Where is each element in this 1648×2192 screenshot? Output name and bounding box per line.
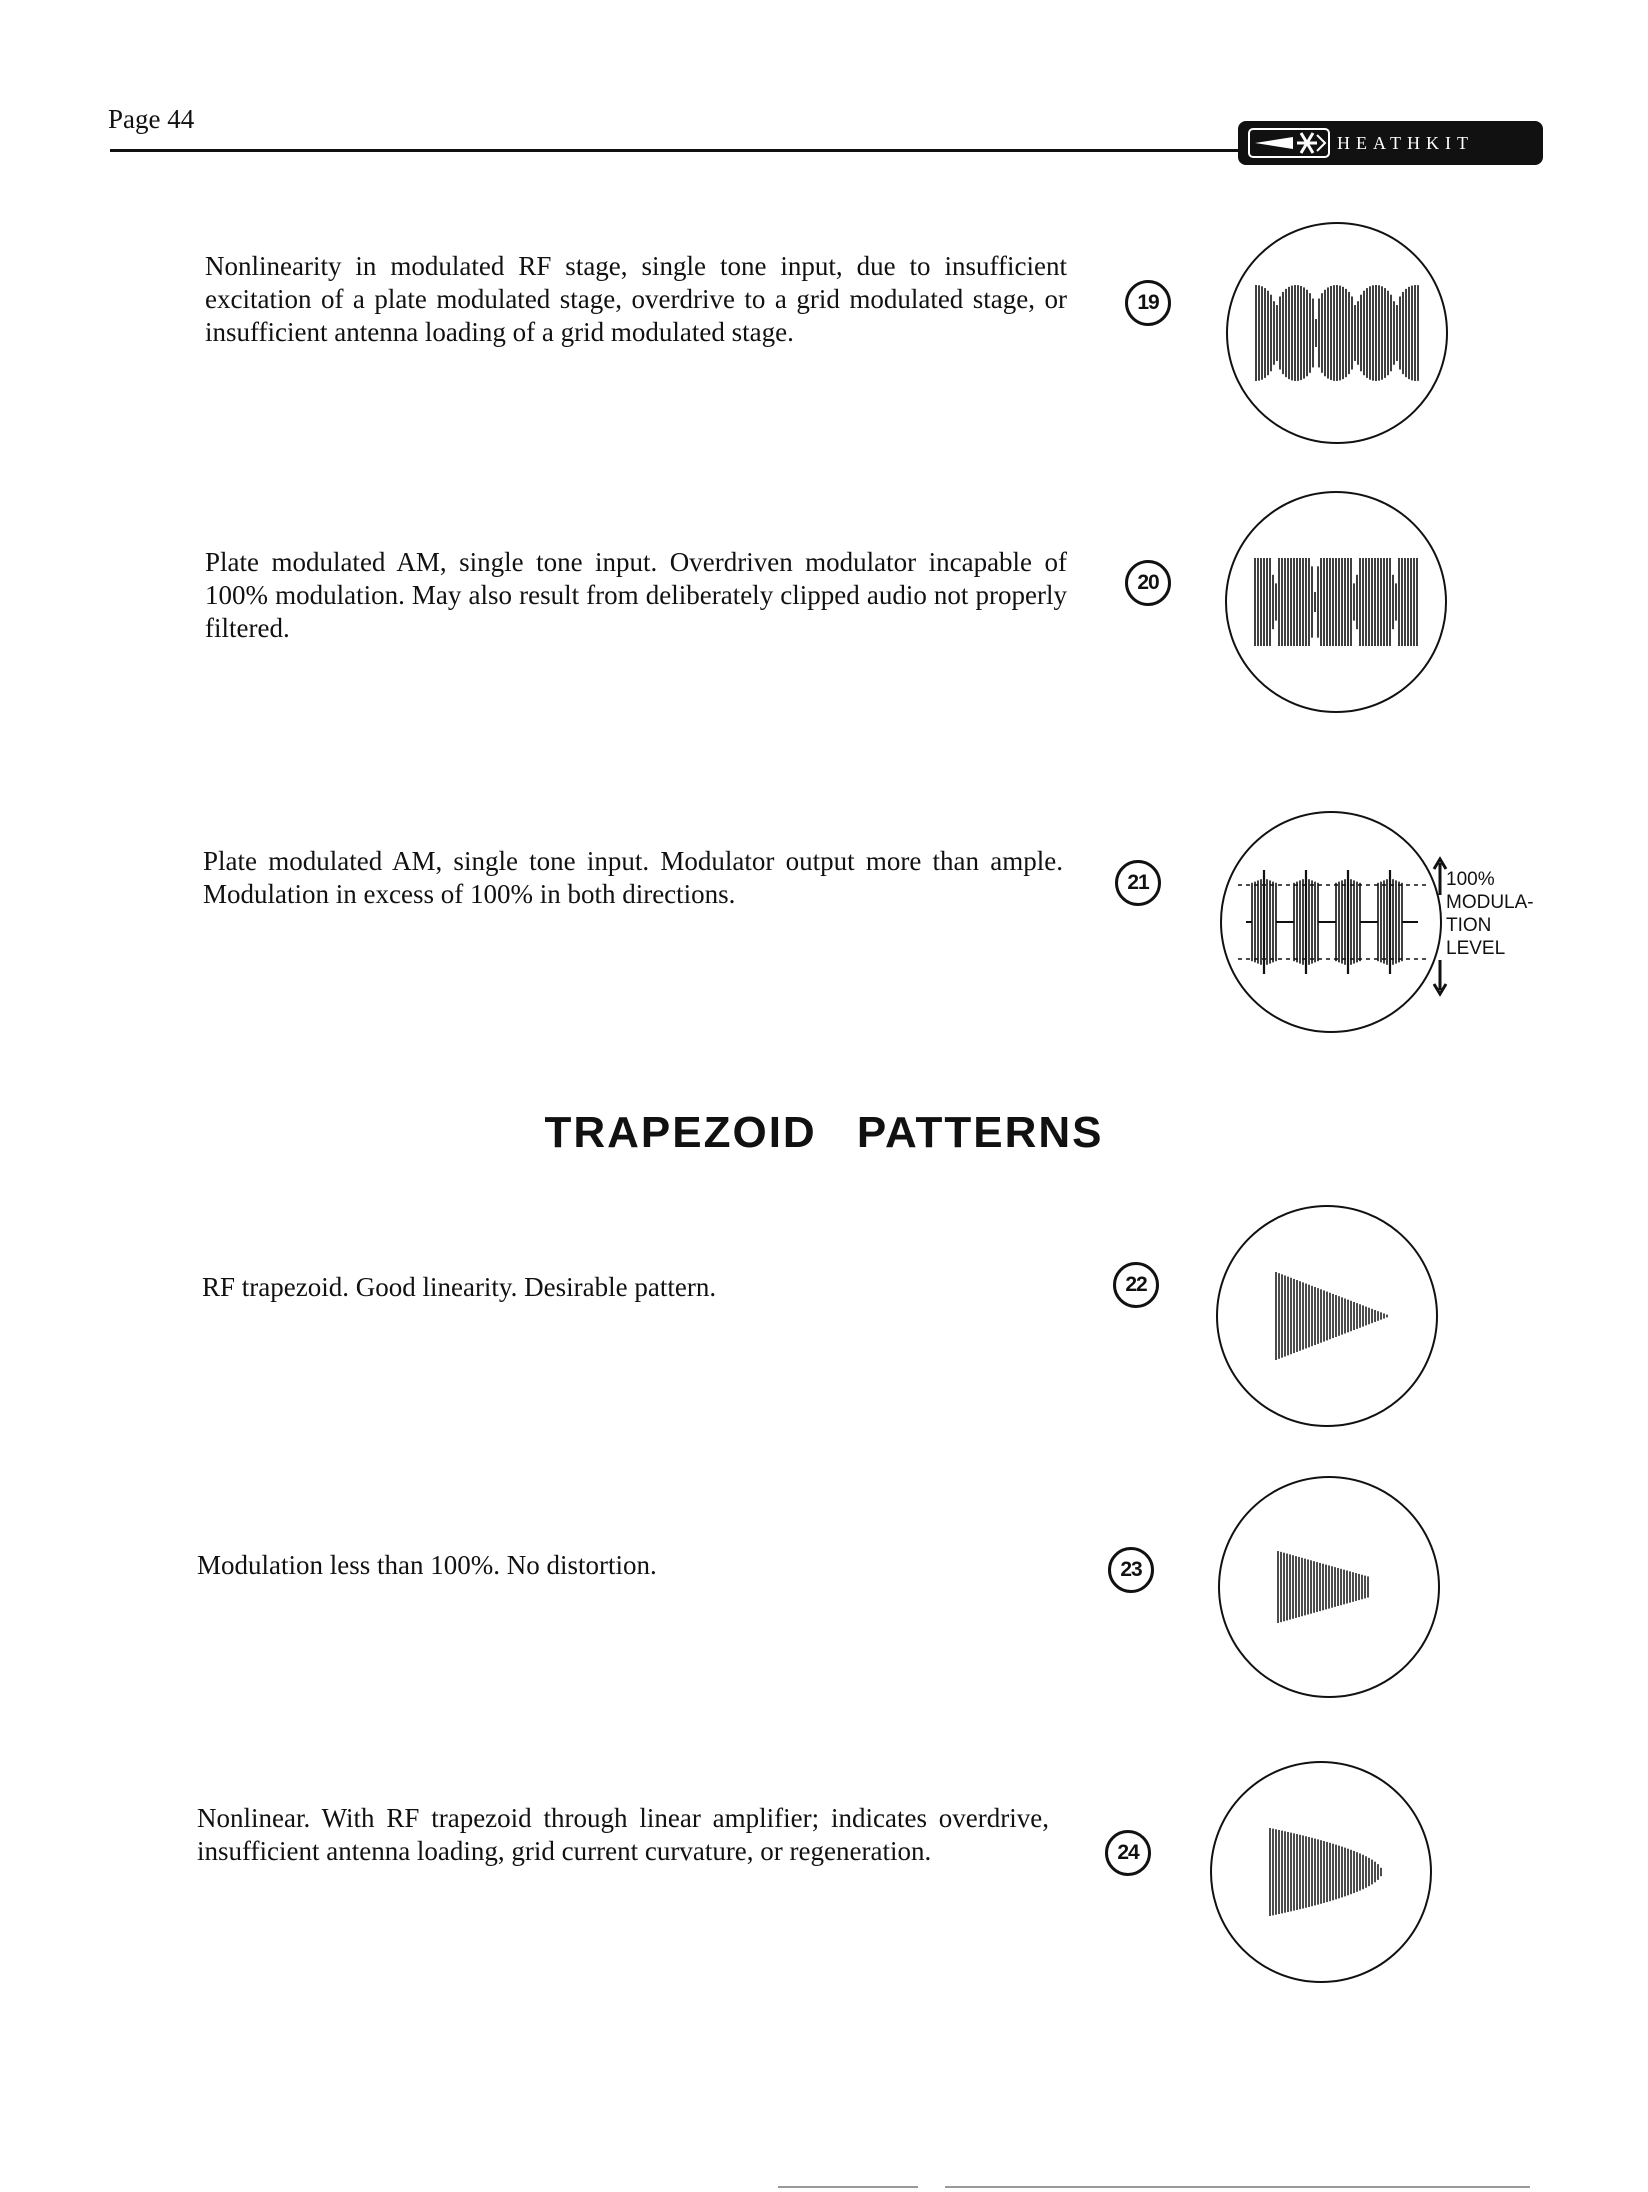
modulation-level-callout [1446,868,1534,960]
figure-23-number-badge: 23 [1108,1547,1154,1593]
figure-21-number-badge: 21 [1115,860,1161,906]
figure-20-envelope-pattern [1227,493,1445,711]
figure-24-trapezoid-pattern [1212,1763,1430,1981]
trapezoid-patterns-heading: TRAPEZOID PATTERNS [544,1108,1104,1157]
figure-22-trapezoid-pattern [1218,1207,1436,1425]
callout-line-3: TION [1446,915,1492,936]
figure-24-scope-screen [1210,1761,1432,1983]
figure-24-number-badge: 24 [1105,1830,1151,1876]
figure-20-scope-screen [1225,491,1447,713]
figure-19-scope-screen [1226,222,1448,444]
footer-rule-right [945,2186,1530,2188]
footer-rule-left [778,2186,918,2188]
figure-19-description: Nonlinearity in modulated RF stage, single tone input, due to insufficient excitation of a plate modulated stage, overdrive to a grid modulated stage, or insufficient antenna loading of a grid modulated stage. [205,251,1067,347]
figure-21-envelope-pattern [1222,813,1440,1031]
figure-23-trapezoid-pattern [1220,1478,1438,1696]
figure-22-description: RF trapezoid. Good linearity. Desirable pattern. [202,1272,717,1302]
heathkit-logo [1238,121,1543,165]
callout-line-2: MODULA- [1446,892,1534,913]
page-number-label: Page 44 [108,104,195,134]
figure-20-number-badge: 20 [1125,560,1171,606]
figure-19-number-badge: 19 [1125,280,1171,326]
logo-arrow-icon [1247,125,1331,161]
logo-text: HEATHKIT [1337,132,1474,153]
figure-22-number-badge: 22 [1113,1262,1159,1308]
figure-21-description: Plate modulated AM, single tone input. Modulator output more than ample. Modulation in excess of 100% in both directions. [203,846,1063,909]
figure-23-description: Modulation less than 100%. No distortion. [197,1550,657,1580]
callout-line-1: 100% [1446,869,1495,890]
figure-21-scope-screen [1220,811,1442,1033]
figure-24-description: Nonlinear. With RF trapezoid through linear amplifier; indicates overdrive, insufficient antenna loading, grid current curvature, or regeneration. [197,1803,1049,1866]
callout-line-4: LEVEL [1446,938,1506,959]
figure-22-scope-screen [1216,1205,1438,1427]
figure-23-scope-screen [1218,1476,1440,1698]
figure-20-description: Plate modulated AM, single tone input. Overdriven modulator incapable of 100% modulation. May also result from deliberately clipped audio not properly filtered. [205,547,1067,643]
figure-19-envelope-pattern [1228,224,1446,442]
